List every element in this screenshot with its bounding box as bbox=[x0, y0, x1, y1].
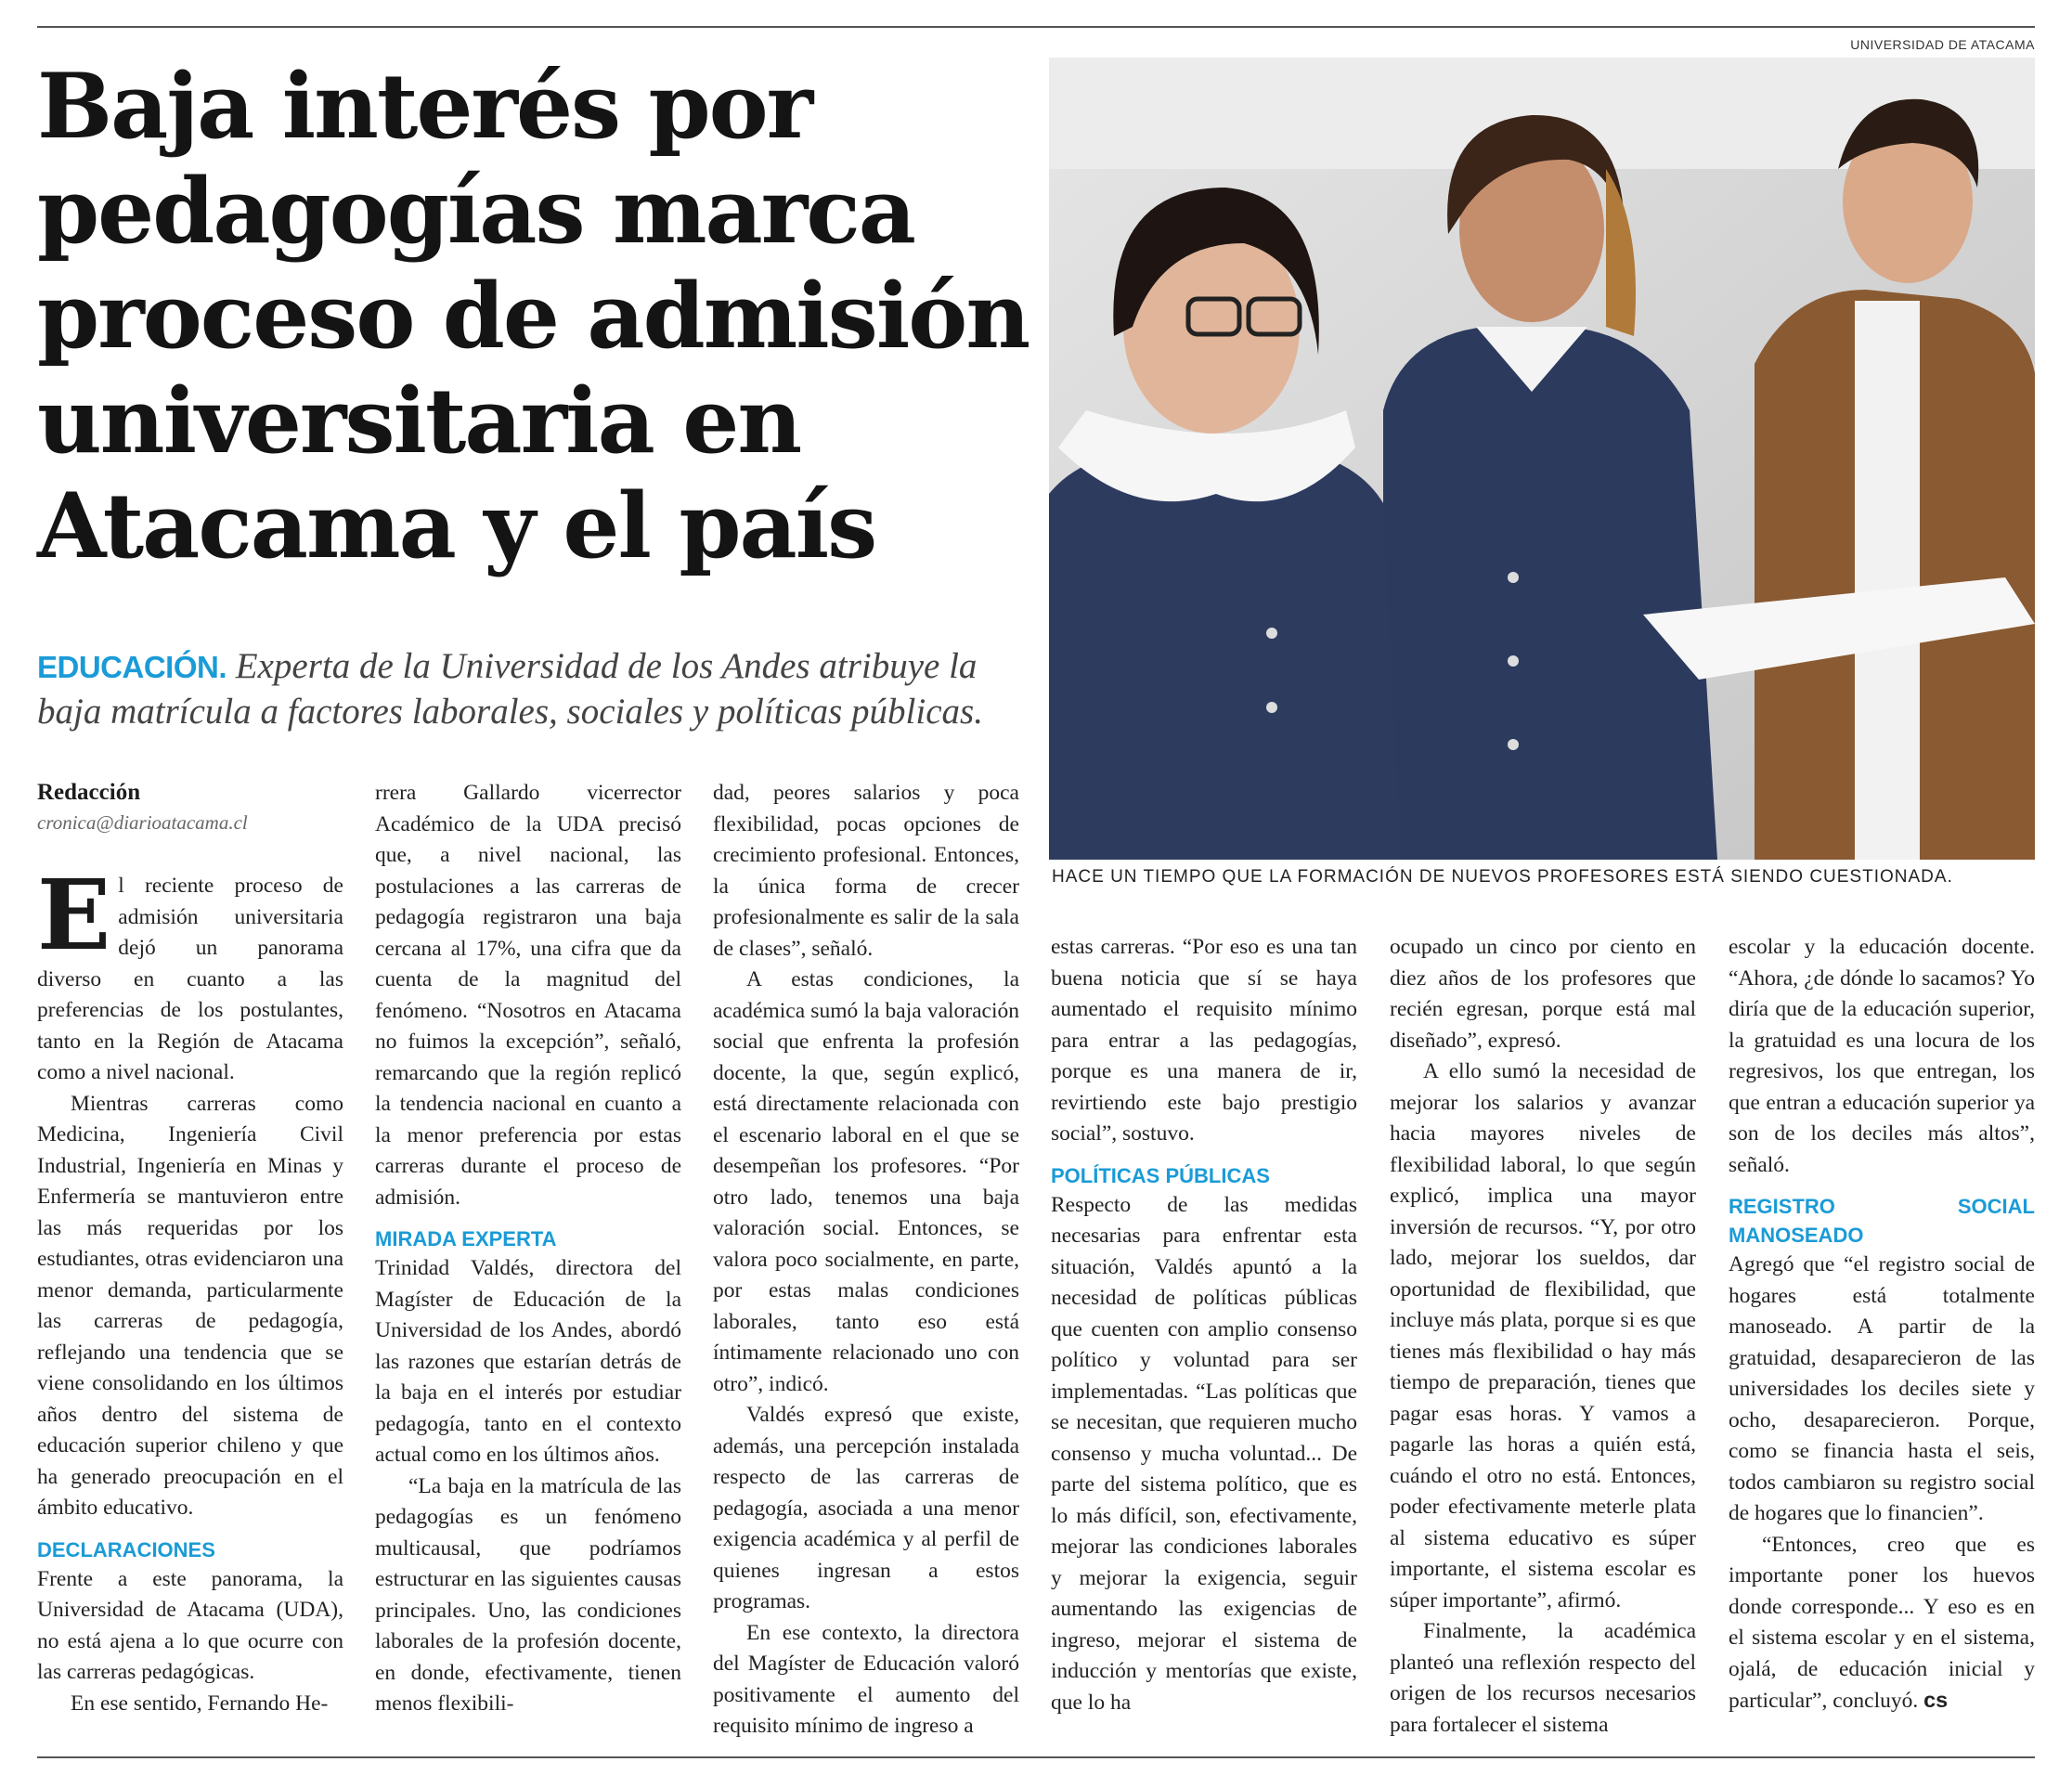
paragraph-text: l reciente proceso de admisión universitaria dejó un panorama diverso en cuanto a las preferencias de los postulantes, tanto en la Región de Atacama como a nivel nacional. bbox=[37, 874, 343, 1084]
dek-kicker: EDUCACIÓN. bbox=[37, 650, 227, 684]
paragraph bbox=[37, 858, 343, 1089]
drop-cap: E bbox=[37, 858, 111, 972]
headline: Baja interés por pedagogías marca proceso de admisión universitaria en Atacama y el país bbox=[37, 54, 1030, 578]
bottom-rule bbox=[37, 1756, 2035, 1758]
byline-name: Redacción bbox=[37, 780, 141, 805]
paragraph: Frente a este panorama, la Universidad de Atacama (UDA), no está ajena a lo que ocurre con las carreras pedagógicas. bbox=[37, 1566, 343, 1684]
end-mark: cs bbox=[1923, 1688, 1949, 1712]
article-column-4 bbox=[1051, 932, 1357, 1718]
paragraph: rrera Gallardo vicerrector Académico de la UDA precisó que, a nivel nacional, las postulaciones a las carreras de pedagogía registraron una baja cercana al 17%, una cifra que da cuenta de la magnitud del fenómeno. “Nosotros en Atacama no fuimos la excepción”, señaló, remarcando que la región replicó la tendencia nacional en cuanto a la menor preferencia por estas carreras durante el proceso de admisión. bbox=[375, 781, 681, 1210]
paragraph: En ese sentido, Fernando He- bbox=[71, 1691, 329, 1716]
paragraph: Finalmente, la académica planteó una reflexión respecto del origen de los recursos necesarios para fortalecer el sistema bbox=[1390, 1619, 1696, 1737]
subheading-politicas-publicas: POLÍTICAS PÚBLICAS bbox=[1051, 1163, 1270, 1187]
paragraph: Agregó que “el registro social de hogares está totalmente manoseado. A partir de la gratuidad, desaparecieron de las universidades los deciles siete y ocho, desaparecieron. Porque, como se financia hasta el seis, todos cambiaron su registro social de hogares que lo financien”. bbox=[1729, 1252, 2035, 1525]
paragraph-text: “Entonces, creo que es importante poner los huevos donde corresponde... Y eso es en el sistema escolar y en el sistema, ojalá, de educación inicial y particular”, concluyó. bbox=[1729, 1532, 2035, 1713]
article-column-1 bbox=[37, 858, 343, 1719]
subheading-registro-social: REGISTRO SOCIAL MANOSEADO bbox=[1729, 1195, 2035, 1247]
paragraph: Valdés expresó que existe, además, una percepción instalada respecto de las carreras de pedagogía, asociada a una menor exigencia académica y al perfil de quienes ingresan a estos programas. bbox=[713, 1403, 1019, 1613]
paragraph: Trinidad Valdés, directora del Magíster de Educación de la Universidad de los Andes, abordó las razones que estarían detrás de la baja en el interés por estudiar pedagogía, tanto en el contexto actual como en los últimos años. bbox=[375, 1256, 681, 1467]
paragraph: dad, peores salarios y poca flexibilidad, pocas opciones de crecimiento profesional. Entonces, la única forma de crecer profesionalmente es salir de la sala de clases”, señaló. bbox=[713, 781, 1019, 961]
dek-text: Experta de la Universidad de los Andes atribuye la baja matrícula a factores laborales, sociales y políticas públicas. bbox=[37, 646, 983, 732]
paragraph: A ello sumó la necesidad de mejorar los salarios y avanzar hacia mayores niveles de flexibilidad laboral, lo que según explicó, implica una mayor inversión de recursos. “Y, por otro lado, mejorar los sueldos, dar oportunidad de flexibilidad, que incluye más plata, porque si es que tienes más flexibilidad o hay más tiempo de preparación, tienes que pagar esas horas. Y vamos a pagarle las horas a quién está, cuándo el otro no está. Entonces, poder efectivamente meterle plata al sistema educativo es súper importante, el sistema escolar es súper importante”, afirmó. bbox=[1390, 1059, 1696, 1613]
article-column-5 bbox=[1390, 932, 1696, 1741]
article-column-6 bbox=[1729, 932, 2035, 1717]
article-column-2 bbox=[375, 778, 681, 1720]
paragraph: En ese contexto, la directora del Magíster de Educación valoró positivamente el aumento del requisito mínimo de ingreso a bbox=[713, 1620, 1019, 1738]
subheading-declaraciones: DECLARACIONES bbox=[37, 1537, 215, 1561]
subheading-mirada-experta: MIRADA EXPERTA bbox=[375, 1227, 557, 1250]
paragraph: estas carreras. “Por eso es una tan buena noticia que sí se haya aumentado el requisito mínimo para entrar a las pedagogías, porque es una manera de ir, revirtiendo este bajo prestigio social”, sostuvo. bbox=[1051, 935, 1357, 1146]
paragraph: “La baja en la matrícula de las pedagogías es un fenómeno multicausal, que podríamos estructurar en las siguientes causas principales. Uno, las condiciones laborales de la profesión docente, en donde, efectivamente, tienen menos flexibili- bbox=[375, 1473, 681, 1716]
article-photo bbox=[1049, 58, 2035, 860]
photo-credit: UNIVERSIDAD DE ATACAMA bbox=[1850, 37, 2035, 52]
byline-email: cronica@diarioatacama.cl bbox=[37, 811, 248, 834]
photo-caption: HACE UN TIEMPO QUE LA FORMACIÓN DE NUEVOS PROFESORES ESTÁ SIENDO CUESTIONADA. bbox=[1052, 867, 1953, 887]
paragraph: A estas condiciones, la académica sumó la baja valoración social que enfrenta la profesión docente, la que, según explicó, está directamente relacionada con el escenario laboral en el que se desempeñan los profesores. “Por otro lado, tenemos una baja valoración social. Entonces, se valora poco socialmente, en parte, por estas malas condiciones laborales, tanto eso está íntimamente relacionado uno con otro”, indicó. bbox=[713, 967, 1019, 1396]
paragraph: ocupado un cinco por ciento en diez años de los profesores que recién egresan, porque está mal diseñado”, expresó. bbox=[1390, 935, 1696, 1053]
paragraph: Respecto de las medidas necesarias para enfrentar esta situación, Valdés apuntó a la necesidad de políticas públicas que cuenten con amplio consenso político y voluntad para ser implementadas. “Las políticas que se necesitan, que requieren mucho consenso y mucha voluntad... De parte del sistema político, que es lo más difícil, son, efectivamente, mejorar las condiciones laborales y mejorar la exigencia, seguir aumentando las exigencias de ingreso, mejorar el sistema de inducción y mentorías que existe, que lo ha bbox=[1051, 1192, 1357, 1715]
photo-illustration bbox=[1049, 58, 2035, 860]
top-rule bbox=[37, 26, 2035, 28]
dek bbox=[37, 644, 1040, 734]
byline bbox=[37, 778, 343, 837]
paragraph: escolar y la educación docente. “Ahora, ¿de dónde lo sacamos? Yo diría que de la educación superior, la gratuidad es una locura de los regresivos, los que entregan, los que entran a educación superior ya son de los deciles más altos”, señaló. bbox=[1729, 935, 2035, 1177]
paragraph bbox=[1729, 1530, 2035, 1717]
paragraph: Mientras carreras como Medicina, Ingeniería Civil Industrial, Ingeniería en Minas y Enfermería se mantuvieron entre las más requeridas por los estudiantes, otras evidenciaron una menor demanda, particularmente las carreras de pedagogía, reflejando una tendencia que se viene consolidando en los últimos años dentro del sistema de educación superior chileno y que ha generado preocupación en el ámbito educativo. bbox=[37, 1091, 343, 1520]
article-column-3 bbox=[713, 778, 1019, 1743]
